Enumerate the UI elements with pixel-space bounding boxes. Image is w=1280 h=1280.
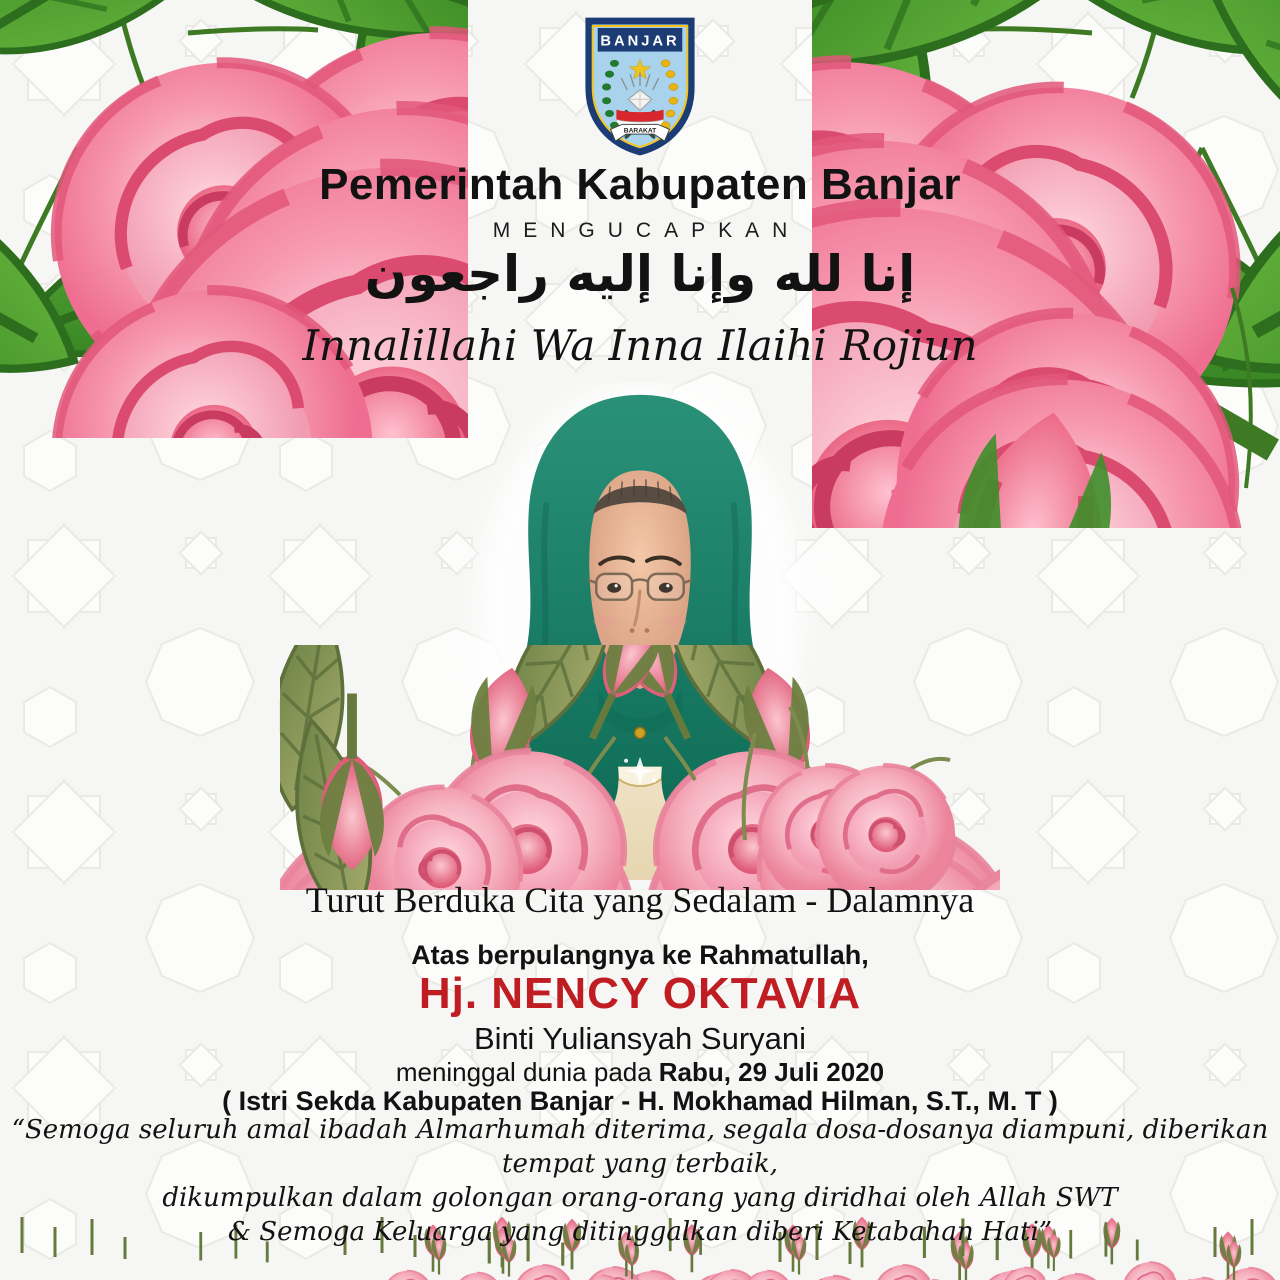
- crest-ribbon-text: BARAKAT: [623, 127, 657, 135]
- relation-line: ( Istri Sekda Kabupaten Banjar - H. Mokhamad Hilman, S.T., M. T ): [222, 1086, 1058, 1116]
- condolence-line: Turut Berduka Cita yang Sedalam - Dalamnya: [305, 880, 975, 920]
- transliteration-line: Innalillahi Wa Inna Ilaihi Rojiun: [302, 321, 978, 370]
- death-date-prefix: meninggal dunia pada: [395, 1057, 652, 1087]
- prayer-text: [0, 1113, 1280, 1249]
- prayer-line-2: dikumpulkan dalam golongan orang-orang yang diridhai oleh Allah SWT: [162, 1183, 1118, 1213]
- banjar-crest-logo: [581, 14, 699, 156]
- crest-banner-text: BANJAR: [600, 33, 680, 50]
- arabic-phrase: إنا لله وإنا إليه راجعون: [364, 245, 916, 303]
- announce-label: MENGUCAPKAN: [492, 219, 801, 242]
- death-date: Rabu, 29 Juli 2020: [658, 1057, 885, 1087]
- deceased-parentage: Binti Yuliansyah Suryani: [473, 1021, 807, 1056]
- rose-garland: [280, 645, 1000, 890]
- intro-line: Atas berpulangnya ke Rahmatullah,: [411, 940, 869, 970]
- org-name: Pemerintah Kabupaten Banjar: [319, 160, 961, 209]
- deceased-name: Hj. NENCY OKTAVIA: [418, 969, 862, 1018]
- death-date-line: [0, 1057, 1280, 1088]
- prayer-line-1: “Semoga seluruh amal ibadah Almarhumah diterima, segala dosa-dosanya diampuni, diberikan tempat yang terbaik,: [11, 1115, 1269, 1179]
- prayer-line-3: & Semoga Keluarga yang ditinggalkan diberi Ketabahan Hati”: [227, 1217, 1053, 1247]
